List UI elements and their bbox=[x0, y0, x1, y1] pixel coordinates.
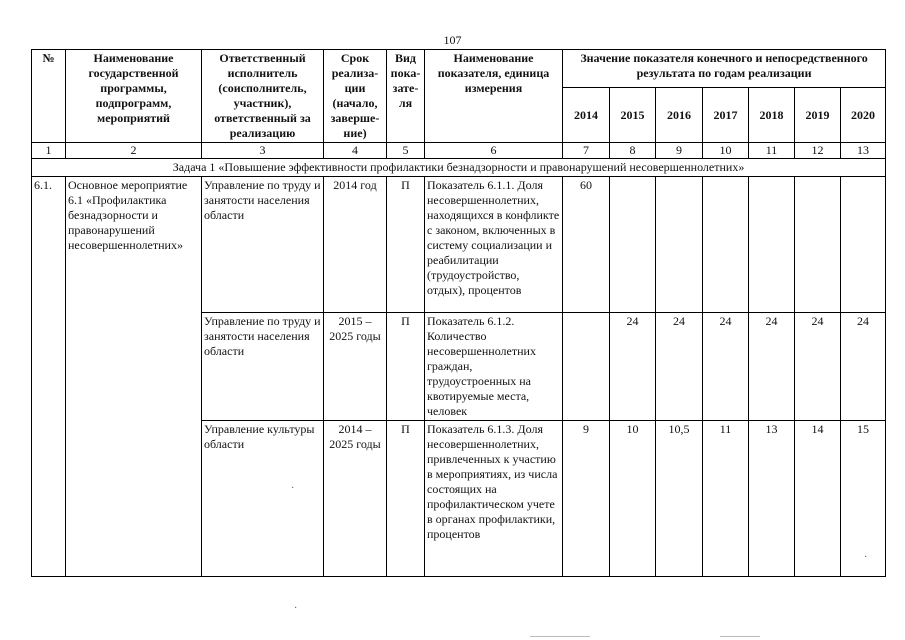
column-number: 8 bbox=[610, 143, 656, 159]
activity-name: Основное мероприятие 6.1 «Профилактика безнадзорности и правонарушений несовершеннолетних» bbox=[66, 177, 202, 577]
page-number: 107 bbox=[443, 33, 462, 47]
header-kind: Вид пока- зате- ля bbox=[387, 50, 425, 143]
value-cell: 24 bbox=[656, 313, 703, 421]
header-year: 2019 bbox=[795, 88, 841, 143]
value-cell: 24 bbox=[841, 313, 886, 421]
value-cell bbox=[749, 177, 795, 313]
header-period: Срок реализа- ции (начало, заверше- ние) bbox=[324, 50, 387, 143]
kind-cell: П bbox=[387, 313, 425, 421]
indicator-cell: Показатель 6.1.3. Доля несовершеннолетних, привлеченных к участию в мероприятиях, из числа состоящих на профилактическом учете в органах профилактики, процентов bbox=[425, 421, 563, 577]
column-number: 13 bbox=[841, 143, 886, 159]
executor-cell: Управление по труду и занятости населения области bbox=[202, 177, 324, 313]
kind-cell: П bbox=[387, 421, 425, 577]
scan-artifact-line bbox=[720, 636, 760, 637]
activity-number: 6.1. bbox=[32, 177, 66, 577]
column-number: 7 bbox=[563, 143, 610, 159]
header-indicator: Наименование показателя, единица измерения bbox=[425, 50, 563, 143]
scan-speck: · bbox=[864, 552, 868, 563]
value-cell: 10,5 bbox=[656, 421, 703, 577]
value-cell: 15 bbox=[841, 421, 886, 577]
column-number: 12 bbox=[795, 143, 841, 159]
scan-speck: · bbox=[294, 603, 298, 614]
header-year: 2020 bbox=[841, 88, 886, 143]
value-cell: 13 bbox=[749, 421, 795, 577]
value-cell: 9 bbox=[563, 421, 610, 577]
executor-cell: Управление по труду и занятости населения области bbox=[202, 313, 324, 421]
indicator-cell: Показатель 6.1.1. Доля несовершеннолетних, находящихся в конфликте с законом, включенных в систему социализации и реабилитации (трудоустройство, отдых), процентов bbox=[425, 177, 563, 313]
header-name: Наименование государственной программы, подпрограмм, мероприятий bbox=[66, 50, 202, 143]
column-number: 3 bbox=[202, 143, 324, 159]
value-cell: 24 bbox=[795, 313, 841, 421]
indicator-cell: Показатель 6.1.2. Количество несовершеннолетних граждан, трудоустроенных на квотируемые места, человек bbox=[425, 313, 563, 421]
value-cell bbox=[795, 177, 841, 313]
value-cell bbox=[841, 177, 886, 313]
value-cell: 24 bbox=[749, 313, 795, 421]
indicators-table bbox=[31, 49, 886, 577]
value-cell: 10 bbox=[610, 421, 656, 577]
value-cell bbox=[703, 177, 749, 313]
header-values-group: Значение показателя конечного и непосредственного результата по годам реализации bbox=[563, 50, 886, 88]
kind-cell: П bbox=[387, 177, 425, 313]
column-number: 4 bbox=[324, 143, 387, 159]
header-executor: Ответственный исполнитель (соисполнитель, участник), ответственный за реализацию bbox=[202, 50, 324, 143]
task-title: Задача 1 «Повышение эффективности профилактики безнадзорности и правонарушений несовершеннолетних» bbox=[32, 159, 886, 177]
column-number: 1 bbox=[32, 143, 66, 159]
header-year: 2018 bbox=[749, 88, 795, 143]
value-cell: 60 bbox=[563, 177, 610, 313]
header-year: 2016 bbox=[656, 88, 703, 143]
value-cell: 24 bbox=[703, 313, 749, 421]
value-cell bbox=[656, 177, 703, 313]
period-cell: 2014 год bbox=[324, 177, 387, 313]
value-cell bbox=[610, 177, 656, 313]
column-number: 5 bbox=[387, 143, 425, 159]
column-number: 9 bbox=[656, 143, 703, 159]
period-cell: 2015 – 2025 годы bbox=[324, 313, 387, 421]
period-cell: 2014 – 2025 годы bbox=[324, 421, 387, 577]
executor-cell: Управление культуры области bbox=[202, 421, 324, 577]
column-number: 6 bbox=[425, 143, 563, 159]
header-year: 2017 bbox=[703, 88, 749, 143]
column-number: 2 bbox=[66, 143, 202, 159]
value-cell: 11 bbox=[703, 421, 749, 577]
value-cell bbox=[563, 313, 610, 421]
column-number: 10 bbox=[703, 143, 749, 159]
header-year: 2014 bbox=[563, 88, 610, 143]
value-cell: 24 bbox=[610, 313, 656, 421]
header-num: № bbox=[32, 50, 66, 143]
header-year: 2015 bbox=[610, 88, 656, 143]
column-number: 11 bbox=[749, 143, 795, 159]
scan-speck: · bbox=[291, 483, 295, 494]
table-row bbox=[32, 177, 886, 313]
value-cell: 14 bbox=[795, 421, 841, 577]
scan-artifact-line bbox=[530, 636, 590, 637]
